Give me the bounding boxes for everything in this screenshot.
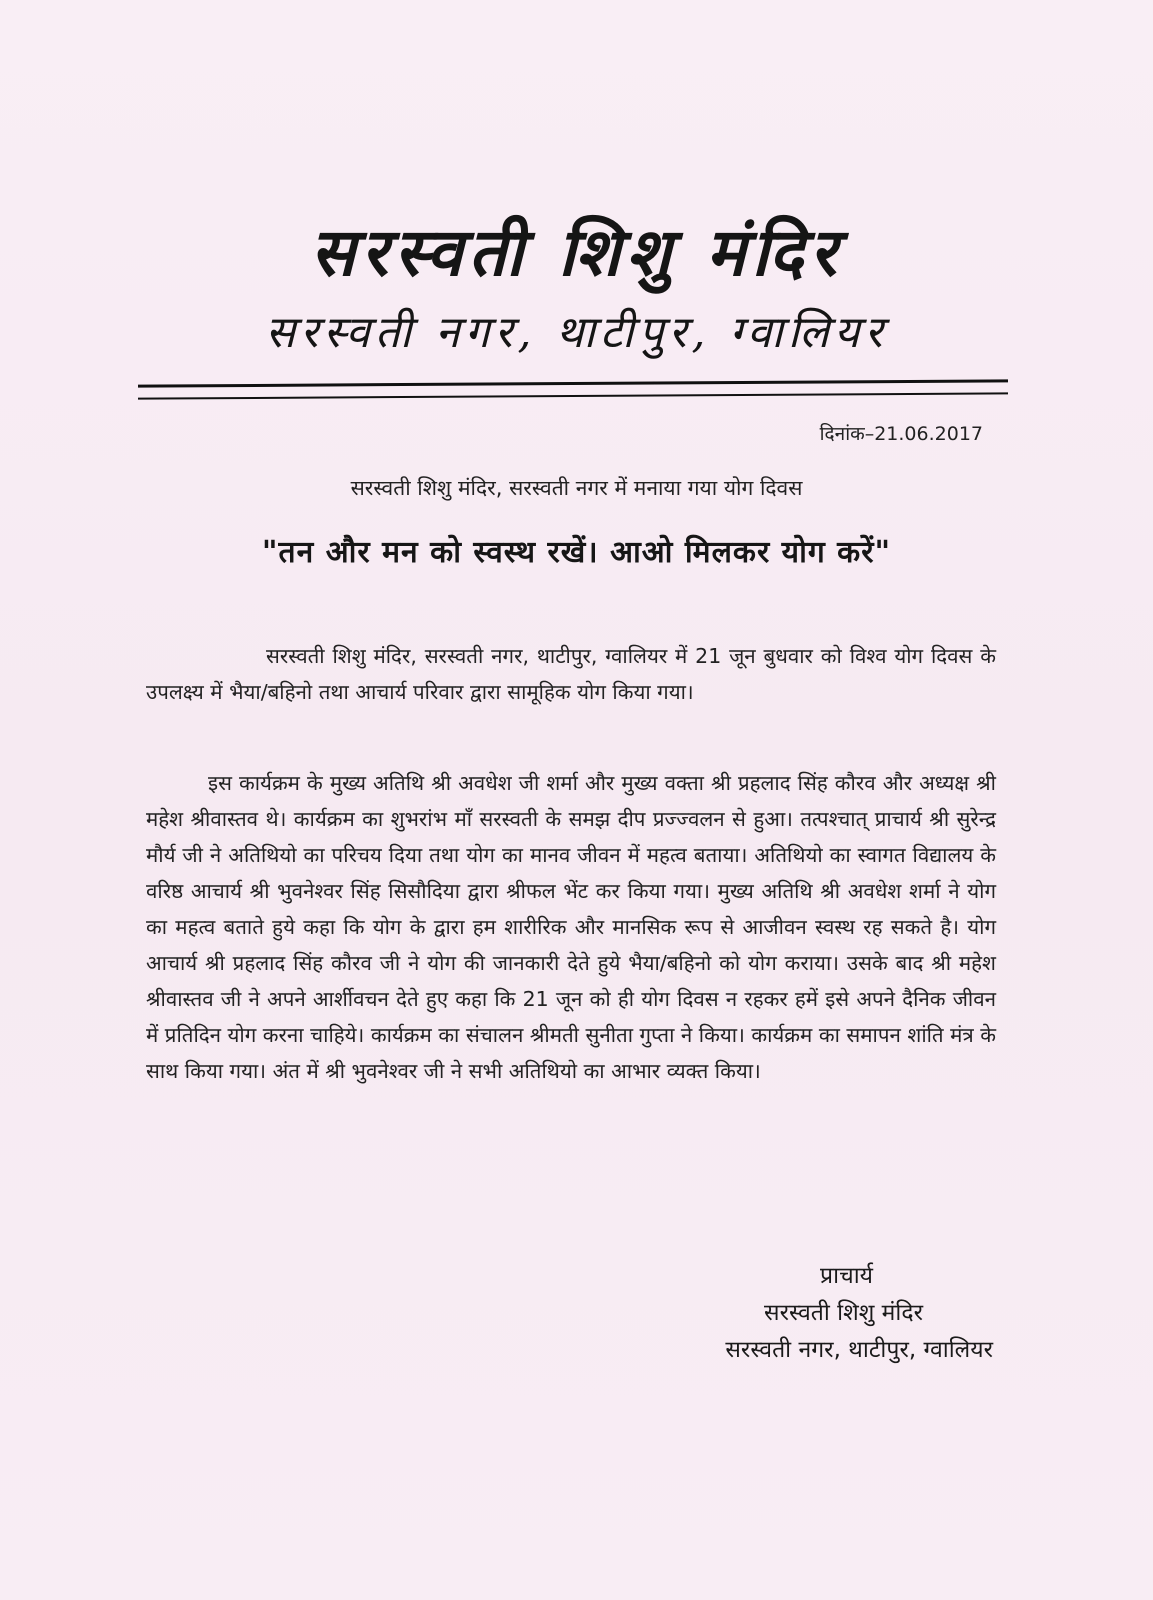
signature-school: सरस्वती शिशु मंदिर xyxy=(764,1300,923,1326)
signature-block xyxy=(725,1258,993,1369)
body-paragraph-1: सरस्वती शिशु मंदिर, सरस्वती नगर, थाटीपुर, ग्वालियर में 21 जून बुधवार को विश्व योग दिवस के उपलक्ष्य में भैया/बहिनो तथा आचार्य परिवार द्वारा सामूहिक योग किया गया। xyxy=(146,644,996,704)
signature-address: सरस्वती नगर, थाटीपुर, ग्वालियर xyxy=(725,1337,993,1363)
letterhead-divider-thin xyxy=(138,392,1008,399)
body-paragraph-2: इस कार्यक्रम के मुख्य अतिथि श्री अवधेश जी शर्मा और मुख्य वक्ता श्री प्रहलाद सिंह कौरव और अध्यक्ष श्री महेश श्रीवास्तव थे। कार्यक्रम का शुभरांभ माँ सरस्वती के समझ दीप प्रज्ज्वलन से हुआ। तत्पश्चात् प्राचार्य श्री सुरेन्द्र मौर्य जी ने अतिथियो का परिचय दिया तथा योग का मानव जीवन में महत्व बताया। अतिथियो का स्वागत विद्यालय के वरिष्ठ आचार्य श्री भुवनेश्वर सिंह सिसौदिया द्वारा श्रीफल भेंट कर किया गया। मुख्य अतिथि श्री अवधेश शर्मा ने योग का महत्व बताते हुये कहा कि योग के द्वारा हम शारीरिक और मानसिक रूप से आजीवन स्वस्थ रह सकते है। योग आचार्य श्री प्रहलाद सिंह कौरव जी ने योग की जानकारी देते हुये भैया/बहिनो को योग कराया। उसके बाद श्री महेश श्रीवास्तव जी ने अपने आर्शीवचन देते हुए कहा कि 21 जून को ही योग दिवस न रहकर हमें इसे अपने दैनिक जीवन में प्रतिदिन योग करना चाहिये। कार्यक्रम का संचालन श्रीमती सुनीता गुप्ता ने किया। कार्यक्रम का समापन शांति मंत्र के साथ किया गया। अंत में श्री भुवनेश्वर जी ने सभी अतिथियो का आभार व्यक्त किया। xyxy=(146,771,996,1083)
letterhead-title: सरस्वती शिशु मंदिर xyxy=(310,213,843,291)
letterhead-divider-thick xyxy=(138,379,1008,387)
letterhead-address: सरस्वती नगर, थाटीपुर, ग्वालियर xyxy=(265,307,888,358)
slogan: "तन और मन को स्वस्थ रखें। आओ मिलकर योग करें" xyxy=(261,535,892,570)
signature-designation: प्राचार्य xyxy=(820,1263,873,1289)
news-headline: सरस्वती शिशु मंदिर, सरस्वती नगर में मनाया गया योग दिवस xyxy=(350,476,803,500)
letter-date: दिनांक–21.06.2017 xyxy=(819,423,983,445)
